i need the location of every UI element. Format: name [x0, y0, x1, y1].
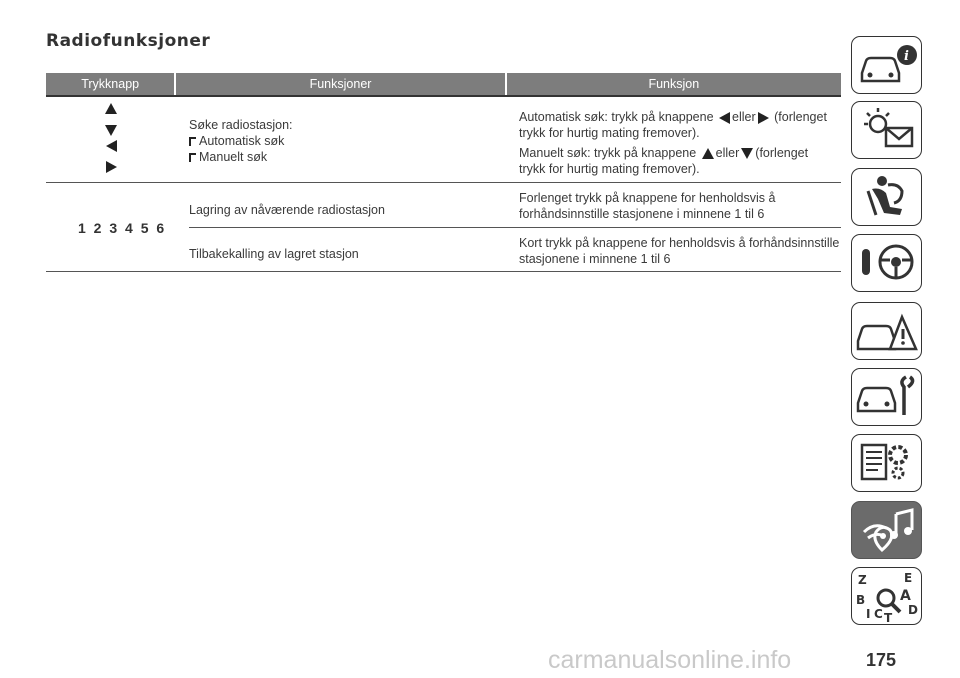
- svg-text:B: B: [856, 593, 866, 607]
- function-title: Søke radiostasjon:: [189, 118, 293, 132]
- store-description-cell: Forlenget trykk på knappene for henholdsvis å forhåndsinnstille stasjonene i minnene 1 til 6: [519, 191, 776, 221]
- store-function-cell: Lagring av nåværende radiostasjon: [189, 203, 385, 217]
- chapter-tab-car-info[interactable]: [851, 36, 922, 94]
- list-item: Manuelt søk: [189, 149, 293, 165]
- table-header: [46, 73, 841, 97]
- auto-search-line: Automatisk søk: trykk på knappene eller (forlenget: [519, 110, 827, 124]
- list-item: Automatisk søk: [189, 133, 293, 149]
- warning-lights-icon: [852, 102, 920, 157]
- svg-text:I: I: [866, 607, 871, 621]
- arrow-down-icon: [105, 125, 117, 136]
- arrow-right-icon: [106, 161, 117, 173]
- table-row: [46, 97, 841, 183]
- arrow-left-icon: [106, 140, 117, 152]
- car-info-icon: [852, 37, 920, 92]
- chapter-tab-multimedia[interactable]: [851, 501, 922, 559]
- arrow-left-icon: [719, 112, 730, 124]
- svg-text:D: D: [908, 603, 918, 617]
- search-function-cell: [189, 117, 293, 165]
- recall-description-cell: Kort trykk på knappene for henholdsvis å forhåndsinnstille stasjonene i minnene 1 til 6: [519, 236, 840, 266]
- header-function: Funksjon: [505, 73, 841, 95]
- arrow-up-icon: [702, 148, 714, 159]
- car-accident-icon: [852, 303, 920, 358]
- manual-search-line: Manuelt søk: trykk på knappene eller (forlenget: [519, 146, 809, 160]
- arrow-down-icon: [741, 148, 753, 159]
- multimedia-icon: [852, 502, 920, 557]
- index-az-icon: [852, 568, 920, 623]
- header-functions: Funksjoner: [174, 73, 504, 95]
- chapter-tab-specs[interactable]: [851, 434, 922, 492]
- svg-text:E: E: [904, 571, 913, 585]
- page-number: 175: [866, 650, 897, 670]
- chapter-tab-service[interactable]: [851, 368, 922, 426]
- svg-text:T: T: [884, 611, 893, 623]
- chapter-tab-index[interactable]: [851, 567, 922, 625]
- car-service-icon: [852, 369, 920, 424]
- row-divider: [189, 227, 841, 228]
- specs-gear-icon: [852, 435, 920, 490]
- table-row: [46, 183, 841, 272]
- svg-text:A: A: [900, 588, 911, 604]
- chapter-tab-warning-lights[interactable]: [851, 101, 922, 159]
- bullet-icon: [189, 137, 196, 146]
- seat-airbag-icon: [852, 169, 920, 224]
- watermark: carmanualsonline.info: [548, 646, 792, 674]
- svg-text:Z: Z: [858, 573, 867, 587]
- chapter-tab-starting[interactable]: [851, 234, 922, 292]
- search-description-cell: Automatisk søk: trykk på knappene eller (forlenget trykk for hurtig mating fremover). Manuelt søk: trykk på knappene eller (forlenget trykk for hurtig mating fremover).: [519, 109, 844, 177]
- header-button: Trykknapp: [81, 77, 140, 91]
- arrow-up-icon: [105, 103, 117, 114]
- steering-wheel-icon: [852, 235, 920, 290]
- bullet-icon: [189, 153, 196, 162]
- svg-text:C: C: [874, 607, 883, 621]
- page-title: Radiofunksjoner: [46, 31, 211, 51]
- chapter-tab-emergency[interactable]: [851, 302, 922, 360]
- svg-text:i: i: [904, 49, 909, 64]
- arrow-right-icon: [758, 112, 769, 124]
- recall-function-cell: Tilbakekalling av lagret stasjon: [189, 247, 359, 261]
- preset-buttons: 1 2 3 4 5 6: [78, 220, 167, 236]
- radio-functions-table: [46, 73, 841, 272]
- chapter-tab-safety[interactable]: [851, 168, 922, 226]
